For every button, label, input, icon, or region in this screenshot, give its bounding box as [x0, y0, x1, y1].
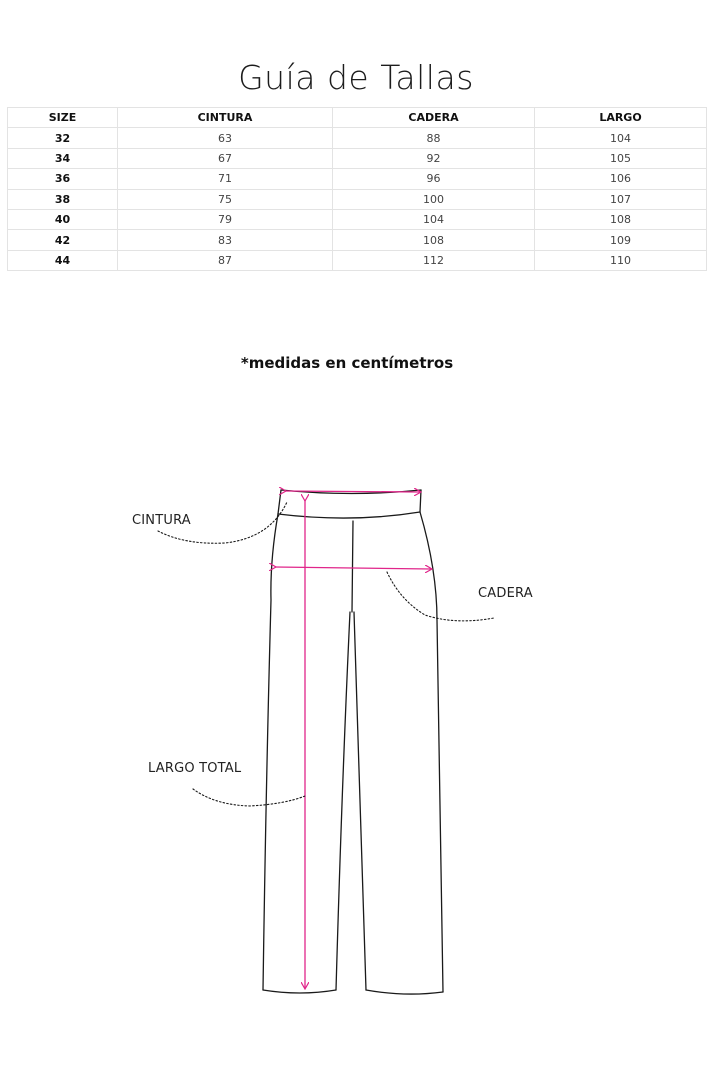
column-header-cintura: CINTURA — [118, 108, 333, 128]
measurement-lines — [275, 491, 431, 988]
size-cell: 42 — [8, 230, 118, 250]
center-seam — [352, 521, 353, 612]
size-cell: 40 — [8, 209, 118, 229]
largo-cell: 109 — [535, 230, 707, 250]
cintura-cell: 63 — [118, 128, 333, 148]
cadera-cell: 92 — [333, 148, 535, 168]
table-row — [8, 250, 707, 270]
column-header-cadera: CADERA — [333, 108, 535, 128]
page-title: Guía de Tallas — [238, 58, 474, 97]
units-note: *medidas en centímetros — [240, 354, 454, 372]
size-cell: 38 — [8, 189, 118, 209]
table-row — [8, 169, 707, 189]
right-outer-seam — [420, 512, 443, 992]
largo-cell: 106 — [535, 169, 707, 189]
size-cell: 32 — [8, 128, 118, 148]
cintura-cell: 67 — [118, 148, 333, 168]
cintura-cell: 71 — [118, 169, 333, 189]
hip-measure-line — [275, 567, 431, 569]
largo-cell: 108 — [535, 209, 707, 229]
largo-cell: 104 — [535, 128, 707, 148]
left-inseam — [336, 612, 350, 990]
size-cell: 44 — [8, 250, 118, 270]
left-hem — [263, 990, 336, 993]
cintura-cell: 83 — [118, 230, 333, 250]
cintura-cell: 87 — [118, 250, 333, 270]
largo-cell: 110 — [535, 250, 707, 270]
cadera-cell: 88 — [333, 128, 535, 148]
left-outer-seam — [263, 514, 278, 990]
column-header-largo: LARGO — [535, 108, 707, 128]
waistband-right-edge — [420, 490, 421, 512]
table-row — [8, 209, 707, 229]
cadera-cell: 104 — [333, 209, 535, 229]
column-header-size: SIZE — [8, 108, 118, 128]
size-chart-table — [7, 107, 707, 271]
waistband-left-edge — [278, 490, 281, 514]
cadera-cell: 108 — [333, 230, 535, 250]
largo-cell: 107 — [535, 189, 707, 209]
waist-measure-line — [285, 491, 420, 492]
size-cell: 34 — [8, 148, 118, 168]
waistband-bottom — [278, 512, 420, 518]
hip-label: CADERA — [478, 586, 533, 601]
cintura-cell: 75 — [118, 189, 333, 209]
cintura-cell: 79 — [118, 209, 333, 229]
right-hem — [366, 990, 443, 994]
largo-cell: 105 — [535, 148, 707, 168]
table-row — [8, 128, 707, 148]
table-row — [8, 230, 707, 250]
right-inseam — [354, 612, 366, 990]
length-label: LARGO TOTAL — [148, 761, 242, 776]
waistband-top — [281, 490, 421, 494]
cadera-cell: 112 — [333, 250, 535, 270]
pants-outline — [263, 490, 443, 994]
waist-label: CINTURA — [132, 513, 191, 528]
cadera-cell: 96 — [333, 169, 535, 189]
size-cell: 36 — [8, 169, 118, 189]
table-row — [8, 189, 707, 209]
table-row — [8, 148, 707, 168]
table-header-row — [8, 108, 707, 128]
cadera-cell: 100 — [333, 189, 535, 209]
length-leader — [193, 789, 305, 806]
